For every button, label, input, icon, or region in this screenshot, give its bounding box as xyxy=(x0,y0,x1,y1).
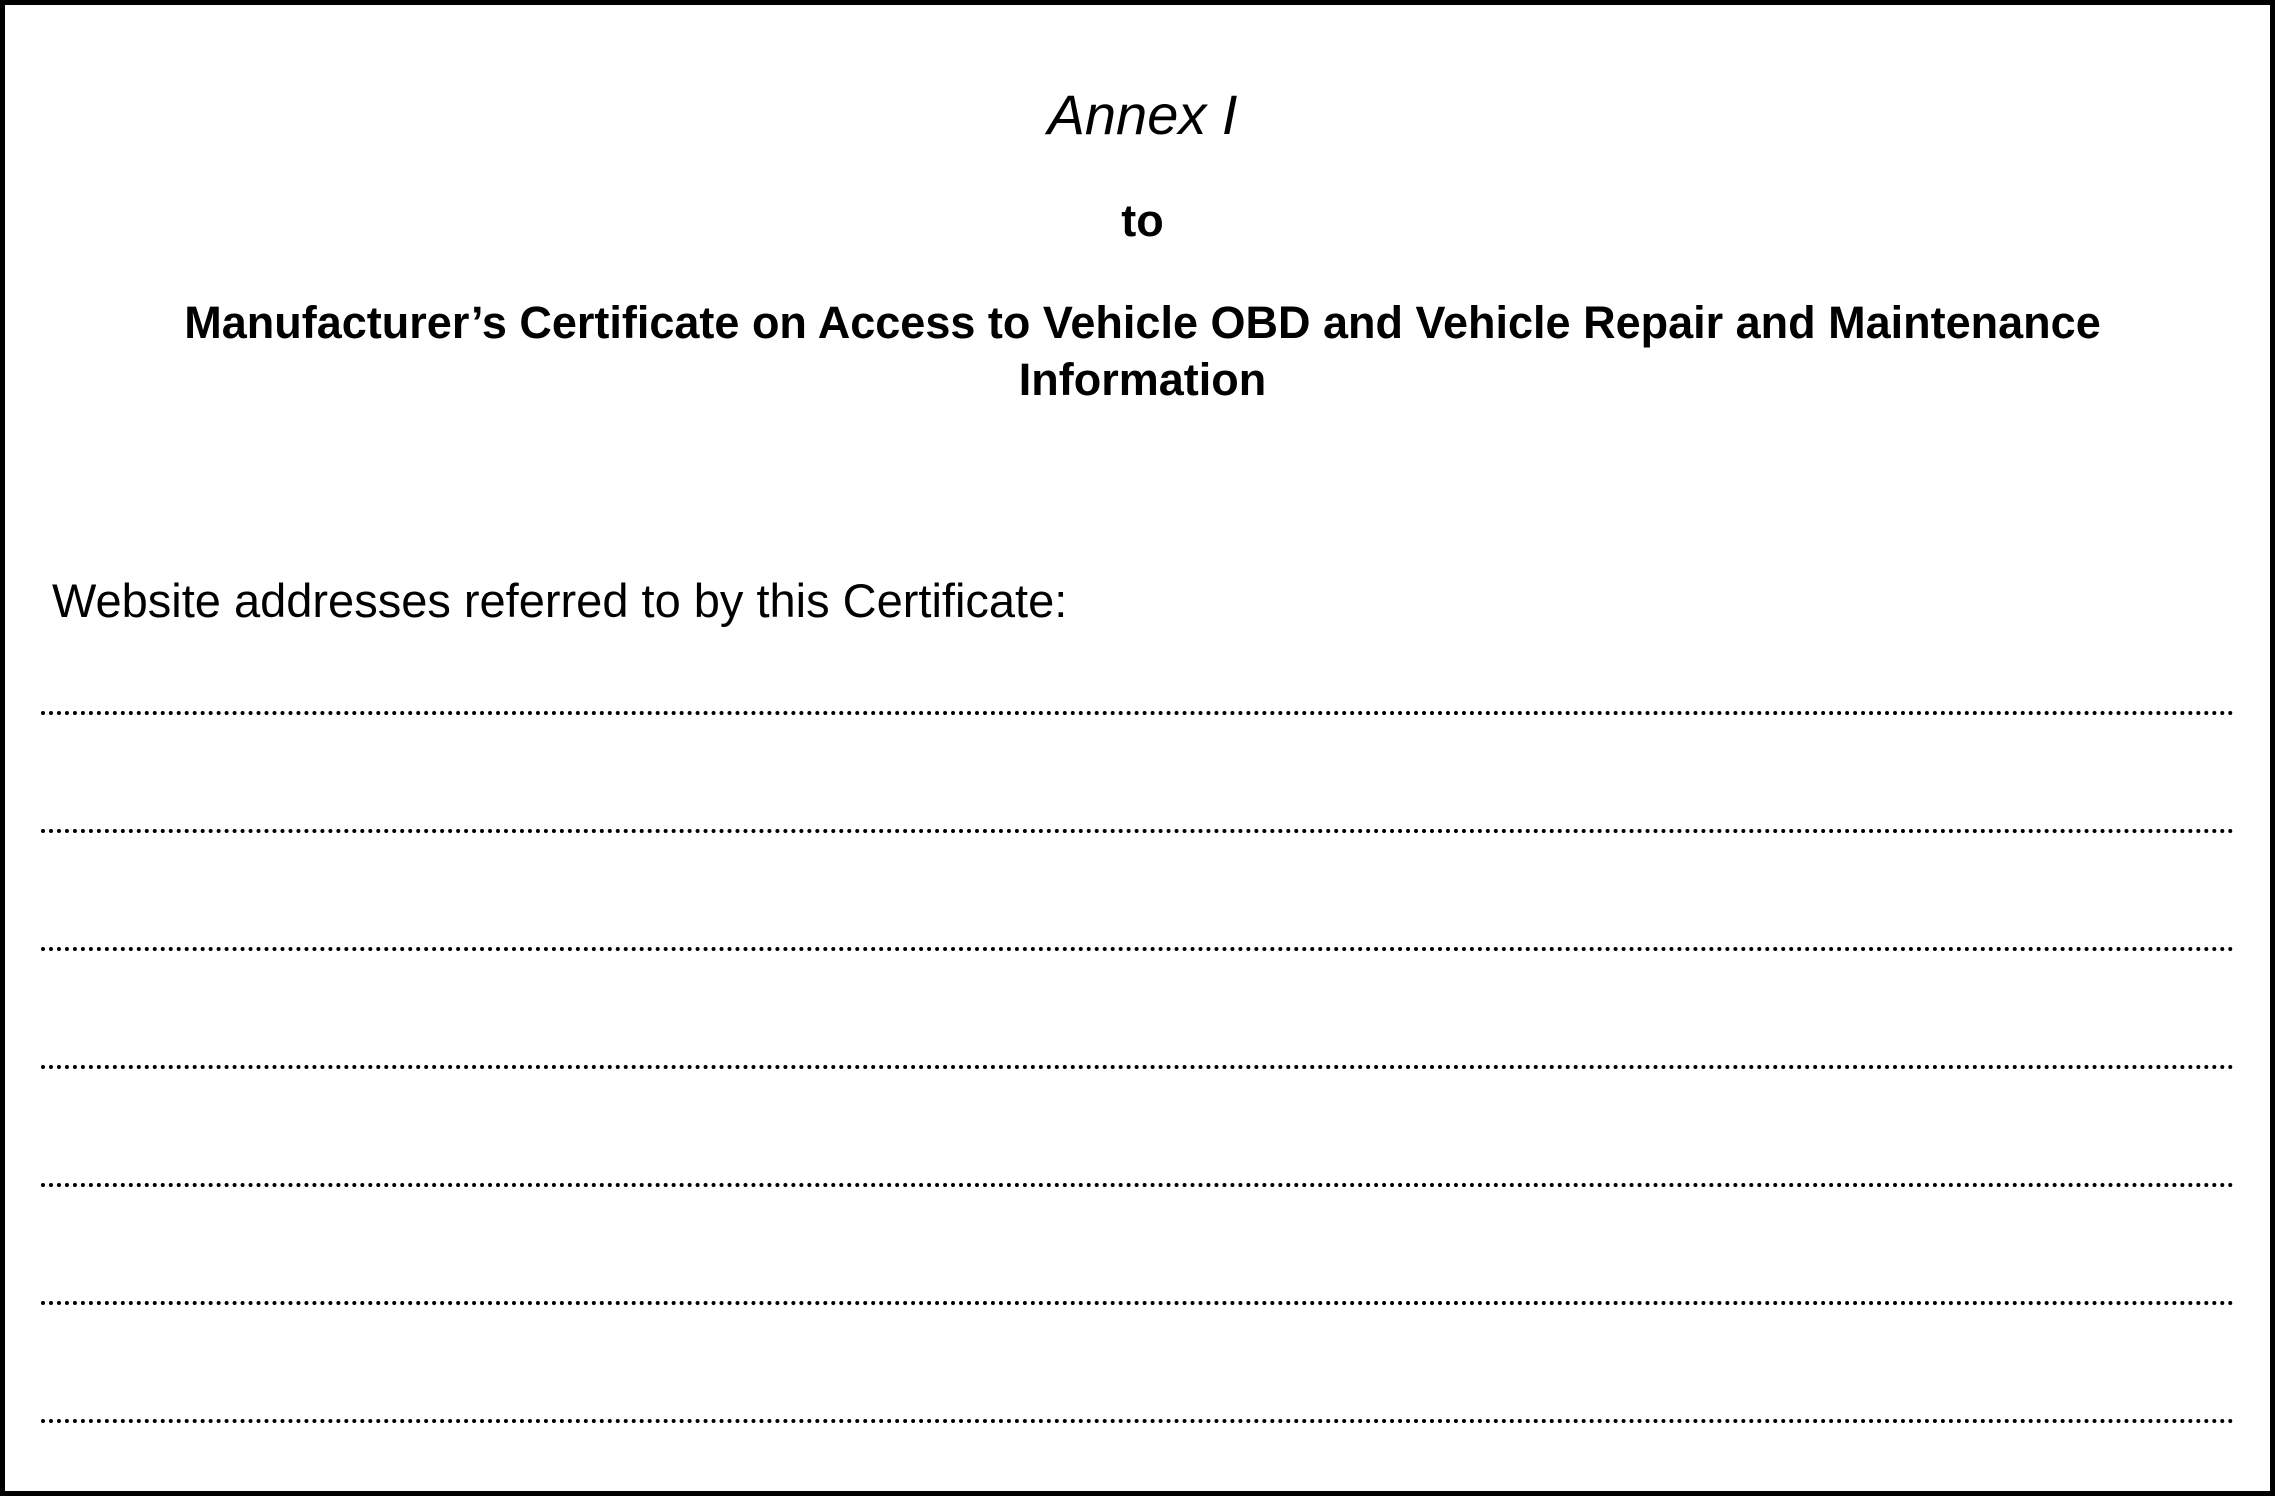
website-entry-line xyxy=(41,1183,2235,1187)
website-addresses-label: Website addresses referred to by this Certificate: xyxy=(52,574,1068,627)
annex-to-label: to xyxy=(1121,195,1164,246)
website-entry-line xyxy=(41,1065,2235,1069)
website-entry-line xyxy=(41,1419,2235,1423)
website-entry-lines xyxy=(41,5,2235,1501)
annex-title: Annex I xyxy=(1047,83,1238,146)
website-entry-line xyxy=(41,1301,2235,1305)
website-entry-line xyxy=(41,947,2235,951)
website-entry-line xyxy=(41,829,2235,833)
website-entry-line xyxy=(41,711,2235,715)
certificate-title: Manufacturer’s Certificate on Access to Vehicle OBD and Vehicle Repair and Maintenance Information xyxy=(184,297,2101,405)
